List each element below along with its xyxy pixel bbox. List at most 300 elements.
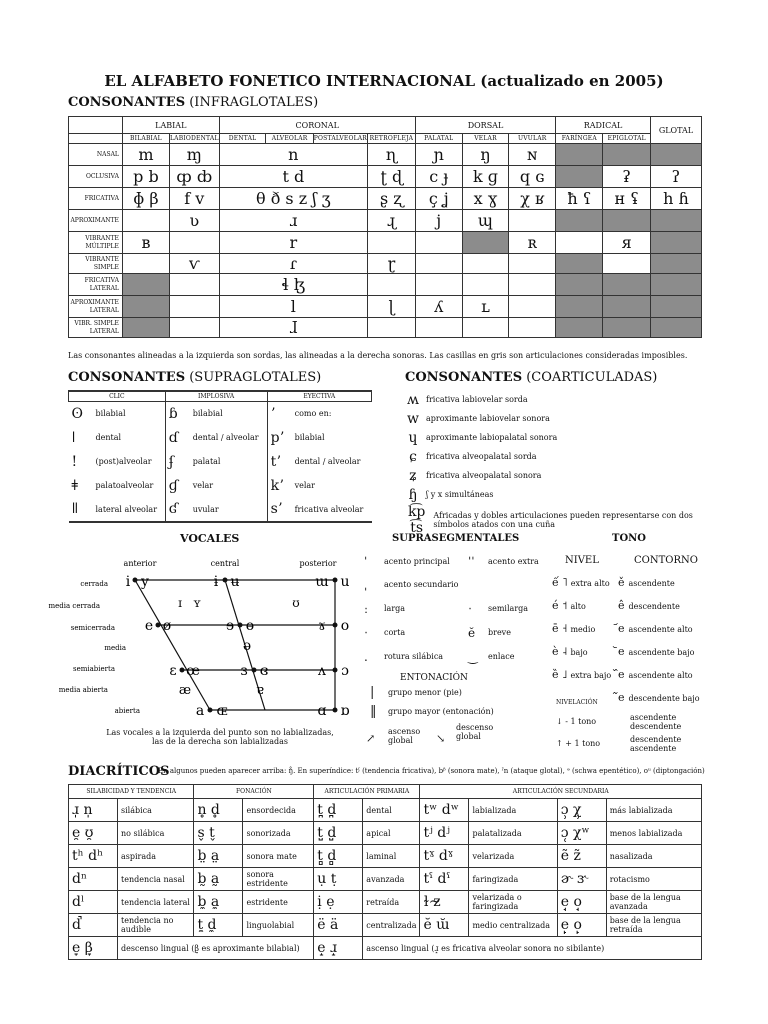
cons-cell-1-7	[556, 166, 603, 188]
supra-sym-1-0: ǀ	[71, 429, 76, 446]
manner-2: FRICATIVA	[69, 188, 123, 210]
cons-cell-3-6	[509, 210, 556, 232]
entonacion-heading: ENTONACIÓN	[400, 673, 468, 683]
cons-cell-0-0: m	[122, 144, 169, 166]
tone-sym: è ˨	[552, 645, 568, 658]
cons-cell-7-7	[556, 296, 603, 318]
diacritics-heading: DIACRÍTICOS	[68, 764, 170, 779]
cons-cell-2-8: ʜ ʢ	[603, 188, 650, 210]
dia-cell: descenso lingual (β̞ es aproximante bilabial)	[118, 937, 314, 960]
coart-label: aproximante labiovelar sonora	[426, 414, 550, 423]
supra-label-4-2: fricativa alveolar	[294, 504, 364, 514]
dia-cell: t̼ d̼	[194, 914, 243, 937]
coart-label: fricativa alveopalatal sonora	[426, 471, 542, 480]
dia-cell: tʲ dʲ	[420, 822, 469, 845]
vowel-sym: ɶ	[216, 703, 228, 719]
tone-sym: ᷈e	[618, 668, 625, 681]
dia-cell: b̰ a̰	[194, 868, 243, 891]
vowel-sym: ɪ	[178, 596, 182, 610]
place-10: EPIGLOTAL	[603, 134, 650, 144]
vowel-col-0: anterior	[123, 559, 157, 568]
coart-sym: ʑ	[409, 467, 417, 484]
tone-sym: ᷄e	[618, 622, 625, 635]
supra-sym2: ˈˈ	[468, 555, 475, 569]
dia-cell: rotacismo	[606, 868, 701, 891]
vowels-heading: VOCALES	[180, 532, 240, 545]
dia-cell: tˤ dˤ	[420, 868, 469, 891]
vowel-note: Las vocales a la izquierda del punto son no labializadas, las de la derecha son labializadas	[106, 728, 334, 746]
cons-cell-0-9	[650, 144, 701, 166]
supra-sym: ˈ	[364, 555, 368, 569]
ascent-arrow-icon: ↗	[366, 732, 376, 745]
vowel-sym: ɜ	[240, 663, 248, 679]
supra-sym-0-2: ʼ	[267, 402, 292, 426]
cons-cell-1-1: ȹ ȸ	[169, 166, 219, 188]
cons-cell-2-3: ʂ ʐ	[368, 188, 416, 210]
tone-sym: ȅ ˩	[552, 668, 568, 681]
supra-label-4-1: uvular	[192, 504, 219, 514]
coart-sym: k͡p t͡s	[407, 504, 426, 536]
cons-cell-2-4: ç ʝ	[415, 188, 462, 210]
dia-col-2: ARTICULACIÓN PRIMARIA	[314, 785, 420, 799]
tone-label: descendente	[628, 602, 680, 611]
coart-sym: ɧ	[408, 486, 418, 503]
cons-cell-6-2: ɬ ɮ	[219, 274, 367, 296]
diacritics-table	[68, 784, 702, 960]
vowel-row-5: media abierta	[58, 686, 108, 694]
supra-label2: acento extra	[488, 557, 539, 566]
cons-cell-8-0	[122, 318, 169, 338]
supra-col-0: CLIC	[69, 391, 166, 402]
dia-cell: apical	[363, 822, 420, 845]
supra-label-4-0: lateral alveolar	[95, 504, 158, 514]
cons-cell-6-0	[122, 274, 169, 296]
cons-cell-0-2: n	[219, 144, 367, 166]
tone-label: bajo	[570, 648, 588, 657]
dia-cell: avanzada	[363, 868, 420, 891]
supra-label: acento principal	[384, 557, 450, 566]
cons-cell-3-9	[650, 210, 701, 232]
cons-cell-5-4	[415, 254, 462, 274]
tone-label: alto	[570, 602, 586, 611]
cons-cell-4-5	[462, 232, 509, 254]
dia-cell: ɔ̹ χ̹	[557, 799, 606, 822]
coart-label: ʃ y x simultáneas	[426, 490, 494, 499]
vowel-sym: ɛ	[169, 663, 177, 679]
manner-6: FRICATIVA LATERAL	[69, 274, 123, 296]
cons-cell-4-3	[368, 232, 416, 254]
vowel-sym: ɐ	[256, 683, 264, 698]
supra-label-0-2: como en:	[294, 409, 332, 419]
vowel-sym: ɔ	[341, 663, 349, 679]
cons-cell-7-2: l	[219, 296, 367, 318]
dia-cell: dˡ	[69, 891, 118, 914]
supra-sym-1-2: pʼ	[267, 426, 292, 450]
dia-cell: más labializada	[606, 799, 701, 822]
place-4: POSTALVEOLAR	[313, 135, 368, 142]
tone-nivelacion-label: NIVELACIÓN	[556, 699, 598, 706]
cons-cell-8-8	[603, 318, 650, 338]
dia-cell: labializada	[469, 799, 557, 822]
cons-cell-1-0: p b	[122, 166, 169, 188]
dia-cell: silábica	[118, 799, 194, 822]
dia-cell: e̙ o̙	[557, 914, 606, 937]
supra-label: acento secundario	[384, 580, 459, 589]
supra-sym: .	[364, 650, 368, 664]
ascenso-label: ascenso global	[388, 727, 421, 745]
place-group-3: RADICAL	[556, 117, 651, 134]
cons-cell-8-6	[509, 318, 556, 338]
cons-cell-6-6	[509, 274, 556, 296]
coart-row	[400, 447, 700, 466]
diacritics-sub: En algunos pueden aparecer arriba: ŋ̊. En superíndice: tᶴ (tendencia fricativa), bᵝ (sonora mate), ˀn (ataque glotal), ᵊ (schwa epentético), oᵘ (diptongación)	[158, 767, 705, 775]
dia-cell: t̺ d̺	[314, 822, 363, 845]
supra-sym-3-2: kʼ	[267, 474, 292, 498]
vowel-dot	[333, 668, 338, 673]
cons-cell-2-2: θ ð s z ʃ ʒ	[219, 188, 367, 210]
supra-label: corta	[384, 628, 406, 637]
supra-sym: ˌ	[364, 578, 368, 592]
dia-cell: velarizada o faringizada	[469, 891, 557, 914]
cons-cell-3-1: ʋ	[169, 210, 219, 232]
coart-row	[400, 390, 700, 409]
dia-cell: e̘ o̘	[557, 891, 606, 914]
supra-label-3-1: velar	[192, 481, 214, 490]
cons-cell-8-4	[415, 318, 462, 338]
vowel-dot	[333, 623, 338, 628]
cons-cell-2-0: ɸ β	[122, 188, 169, 210]
coart-sym: ɕ	[409, 448, 417, 465]
place-6: PALATAL	[415, 134, 462, 144]
vowel-sym: u	[340, 574, 350, 590]
cons-cell-6-9	[650, 274, 701, 296]
coart-row	[400, 409, 700, 428]
vowel-sym: ʏ	[193, 596, 201, 610]
cons-cell-1-5: k ɡ	[462, 166, 509, 188]
tone-contour-row	[618, 622, 728, 645]
cons-cell-8-5	[462, 318, 509, 338]
manner-1: OCLUSIVA	[69, 166, 123, 188]
tone-label: medio	[570, 625, 596, 634]
dia-cell: base de la lengua avanzada	[606, 891, 701, 914]
supra-label-3-2: velar	[294, 481, 315, 490]
supra-label-2-1: palatal	[192, 457, 221, 466]
cons-cell-5-6	[509, 254, 556, 274]
tone-contour-row	[618, 599, 728, 622]
dia-cell: sonora mate	[243, 845, 314, 868]
dia-cell: ë ä	[314, 914, 363, 937]
place-group-1: CORONAL	[219, 117, 415, 134]
supra-sym-4-0: ǁ	[71, 501, 79, 517]
place-0: BILABIAL	[122, 134, 169, 144]
supra-label: larga	[384, 604, 406, 613]
cons-cell-3-4: j	[415, 210, 462, 232]
section-heading-consonants-coarticuladas: CONSONANTES (COARTICULADAS)	[405, 370, 658, 385]
cons-cell-2-6: χ ʁ	[509, 188, 556, 210]
supra-sym-0-0: ʘ	[71, 405, 83, 422]
cons-cell-0-3: ɳ	[368, 144, 416, 166]
cons-cell-4-7	[556, 232, 603, 254]
suprasegmentals-heading: SUPRASEGMENTALES	[392, 533, 520, 544]
manner-0: NASAL	[69, 144, 123, 166]
dia-cell: ɚ ɝ	[557, 868, 606, 891]
supra-label-1-1: dental / alveolar	[192, 433, 259, 442]
tone-ad1: ascendente descendente	[630, 713, 682, 731]
place-group-2: DORSAL	[415, 117, 555, 134]
cons-cell-2-1: f v	[169, 188, 219, 210]
ent-sym: ‖	[370, 704, 377, 719]
cons-cell-7-9	[650, 296, 701, 318]
cons-cell-3-3: ɻ	[368, 210, 416, 232]
vowel-dot	[252, 668, 257, 673]
tone-down: ↓ - 1 tono	[556, 717, 597, 726]
dia-cell: velarizada	[469, 845, 557, 868]
dia-cell: e̯ ʊ̯	[69, 822, 118, 845]
supra-sym-2-1: ʄ	[165, 450, 190, 474]
cons-cell-7-8	[603, 296, 650, 318]
cons-cell-6-1	[169, 274, 219, 296]
dia-cell: d̚	[69, 914, 118, 937]
cons-cell-3-2: ɹ	[219, 210, 367, 232]
vowel-sym: ɤ	[318, 618, 326, 634]
dia-cell: n̥ d̥	[194, 799, 243, 822]
coart-row	[400, 428, 700, 447]
supra-label: rotura silábica	[384, 652, 444, 661]
supra-label-1-2: bilabial	[294, 433, 325, 442]
cons-cell-0-8	[603, 144, 650, 166]
place-group-0: LABIAL	[122, 117, 219, 134]
descent-arrow-icon: ↘	[436, 732, 446, 745]
dia-col-1: FONACIÓN	[194, 785, 314, 799]
manner-5: VIBRANTE SIMPLE	[69, 254, 123, 274]
cons-cell-3-7	[556, 210, 603, 232]
vowel-sym: ɞ	[259, 663, 269, 679]
cons-cell-1-2: t d	[219, 166, 367, 188]
vowel-sym: ʉ	[230, 574, 240, 590]
vowel-sym: ɯ	[315, 574, 329, 590]
dia-cell: b̼ a̼	[194, 891, 243, 914]
cons-cell-8-9	[650, 318, 701, 338]
cons-cell-1-3: ʈ ɖ	[368, 166, 416, 188]
vowel-dot	[180, 668, 185, 673]
cons-cell-8-2: ɺ	[219, 318, 367, 338]
cons-cell-3-0	[122, 210, 169, 232]
tone-sym: ế ˥	[552, 576, 568, 589]
coart-sym: w	[407, 410, 419, 427]
supra-sym-4-1: ʛ	[165, 498, 190, 522]
tone-sym: ê	[618, 599, 625, 612]
dia-cell: ascenso lingual (ɹ̝ es fricativa alveolar sonora no sibilante)	[363, 937, 702, 960]
cons-cell-3-5: ɰ	[462, 210, 509, 232]
cons-cell-3-8	[603, 210, 650, 232]
cons-cell-0-4: ɲ	[415, 144, 462, 166]
tone-ad2: descendente ascendente	[630, 735, 682, 753]
dia-cell: t̻ d̻	[314, 845, 363, 868]
coart-label: aproximante labiopalatal sonora	[426, 433, 558, 442]
supra-label2: enlace	[488, 652, 515, 661]
supra-label2: breve	[488, 628, 511, 637]
cons-cell-0-1: ɱ	[169, 144, 219, 166]
place-5: RETROFLEJA	[368, 134, 416, 144]
consonant-chart	[68, 116, 702, 338]
vowel-sym: ø	[162, 618, 172, 634]
vowel-sym: ɵ	[245, 618, 255, 634]
dia-cell: tendencia no audible	[118, 914, 194, 937]
cons-cell-4-4	[415, 232, 462, 254]
supra-sym-3-0: ǂ	[71, 477, 78, 494]
tone-contour-row	[618, 691, 728, 714]
place-2: DENTAL	[219, 134, 266, 144]
vowel-sym: o	[340, 618, 350, 634]
cons-cell-5-8	[603, 254, 650, 274]
vowel-sym: œ	[186, 663, 200, 679]
supra-sym2: ‿	[468, 650, 478, 664]
supra-col-1: IMPLOSIVA	[165, 391, 267, 402]
supra-label-2-2: dental / alveolar	[294, 457, 361, 466]
cons-cell-7-5: ʟ	[462, 296, 509, 318]
cons-cell-4-9	[650, 232, 701, 254]
supra-sym2: ĕ	[468, 626, 476, 640]
tone-sym: ě	[618, 576, 625, 589]
dia-cell: e̞ β̞	[69, 937, 118, 960]
dia-cell: medio centralizada	[469, 914, 557, 937]
cons-cell-5-3: ɽ	[368, 254, 416, 274]
cons-cell-0-5: ŋ	[462, 144, 509, 166]
dia-cell: no silábica	[118, 822, 194, 845]
coarticulated-list	[400, 390, 700, 536]
supra-sym-1-1: ɗ	[165, 426, 190, 450]
supra-sym2: ˑ	[468, 602, 473, 616]
dia-cell: centralizada	[363, 914, 420, 937]
dia-cell: ɫ z̴	[420, 891, 469, 914]
vowel-sym: ɨ	[213, 574, 219, 590]
supra-sym: ː	[364, 602, 369, 616]
manner-7: APROXIMANTE LATERAL	[69, 296, 123, 318]
vowel-row-0: cerrada	[80, 580, 108, 588]
cons-cell-4-8: я	[603, 232, 650, 254]
vowel-dot	[133, 578, 138, 583]
dia-col-0: SILABICIDAD Y TENDENCIA	[69, 785, 194, 799]
supra-label2: semilarga	[488, 604, 529, 613]
cons-cell-5-1: ⱱ	[169, 254, 219, 274]
dia-cell: sonora estridente	[243, 868, 314, 891]
supra-sym-2-0: !	[71, 453, 78, 470]
place-7: VELAR	[462, 134, 509, 144]
vowel-dot	[238, 623, 243, 628]
coart-label: fricativa labiovelar sorda	[426, 395, 528, 404]
cons-cell-4-2: r	[219, 232, 367, 254]
vowel-row-2: semicerrada	[70, 624, 115, 632]
tone-label: ascendente alto	[628, 625, 693, 634]
cons-cell-7-6	[509, 296, 556, 318]
cons-cell-5-5	[462, 254, 509, 274]
supra-sym: ˑ	[364, 626, 369, 640]
dia-cell: tʷ dʷ	[420, 799, 469, 822]
tone-contour-row	[618, 668, 728, 691]
supraglottal-table	[68, 390, 372, 523]
cons-cell-1-6: q ɢ	[509, 166, 556, 188]
dia-cell: tendencia nasal	[118, 868, 194, 891]
tone-contour-list	[618, 576, 728, 714]
tone-label: descendente bajo	[628, 694, 700, 703]
dia-cell: palatalizada	[469, 822, 557, 845]
manner-3: APROXIMANTE	[69, 210, 123, 232]
cons-cell-6-8	[603, 274, 650, 296]
section-heading-consonants-supraglotales: CONSONANTES (SUPRAGLOTALES)	[68, 370, 322, 385]
vowel-sym: ʌ	[318, 663, 326, 679]
dia-cell: faringizada	[469, 868, 557, 891]
cons-cell-0-7	[556, 144, 603, 166]
dia-cell: ụ ṭ	[314, 868, 363, 891]
dia-cell: tʰ dʰ	[69, 845, 118, 868]
supra-label-3-0: palatoalveolar	[95, 481, 154, 490]
cons-cell-6-7	[556, 274, 603, 296]
vowel-col-2: posterior	[299, 559, 337, 568]
supra-label-0-1: bilabial	[192, 409, 223, 419]
coart-row	[400, 466, 700, 485]
vowel-dot	[223, 578, 228, 583]
descenso-label: descenso global	[456, 723, 494, 741]
coart-row	[400, 504, 700, 536]
cons-cell-4-6: ʀ	[509, 232, 556, 254]
cons-cell-8-3	[368, 318, 416, 338]
cons-cell-5-7	[556, 254, 603, 274]
vowel-col-1: central	[210, 559, 240, 568]
supra-sym-4-2: sʼ	[267, 498, 292, 522]
tone-label: ascendente bajo	[628, 648, 695, 657]
cons-cell-2-5: x ɣ	[462, 188, 509, 210]
coart-sym: ɥ	[408, 429, 418, 446]
place-9: FARÍNGEA	[556, 134, 603, 144]
vowel-sym: ɘ	[225, 618, 235, 634]
tone-contour-row	[618, 645, 728, 668]
dia-cell: aspirada	[118, 845, 194, 868]
dia-cell: b̤ a̤	[194, 845, 243, 868]
coart-row	[400, 485, 700, 504]
dia-cell: linguolabial	[243, 914, 314, 937]
cons-cell-7-4: ʎ	[415, 296, 462, 318]
vowel-row-4: semiabierta	[73, 665, 115, 673]
cons-cell-1-4: c ɟ	[415, 166, 462, 188]
manner-4: VIBRANTE MÚLTIPLE	[69, 232, 123, 254]
dia-cell: ĕ ɯ̆	[420, 914, 469, 937]
ent-sym: |	[370, 685, 375, 700]
tone-sym: ᷅e	[618, 645, 625, 658]
coart-label: Africadas y dobles articulaciones pueden representarse con dos símbolos atados con una cuña	[433, 511, 693, 529]
dia-cell: e̝ ɹ̝	[314, 937, 363, 960]
cons-cell-1-8: ʡ	[603, 166, 650, 188]
dia-cell: tendencia lateral	[118, 891, 194, 914]
vowel-sym: i	[125, 574, 131, 590]
dia-cell: ẽ z̃	[557, 845, 606, 868]
tone-sym: é ˦	[552, 599, 568, 612]
vowel-sym: y	[141, 574, 149, 590]
vowel-sym: e	[144, 618, 154, 634]
place-1: LABIODENTAL	[169, 135, 219, 142]
cons-cell-8-7	[556, 318, 603, 338]
cons-cell-2-7: ħ ʕ	[556, 188, 603, 210]
tone-label: extra alto	[570, 579, 610, 588]
supra-label-0-0: bilabial	[95, 409, 126, 419]
dia-cell: tˠ dˠ	[420, 845, 469, 868]
vowel-sym: ə	[242, 638, 252, 654]
cons-cell-8-1	[169, 318, 219, 338]
dia-col-3: ARTICULACIÓN SECUNDARIA	[420, 785, 702, 799]
dia-cell: estridente	[243, 891, 314, 914]
section-heading-consonants-infraglotales: CONSONANTES (INFRAGLOTALES)	[68, 95, 319, 110]
coart-label: fricativa alveopalatal sorda	[426, 452, 537, 461]
cons-cell-0-6: ɴ	[509, 144, 556, 166]
